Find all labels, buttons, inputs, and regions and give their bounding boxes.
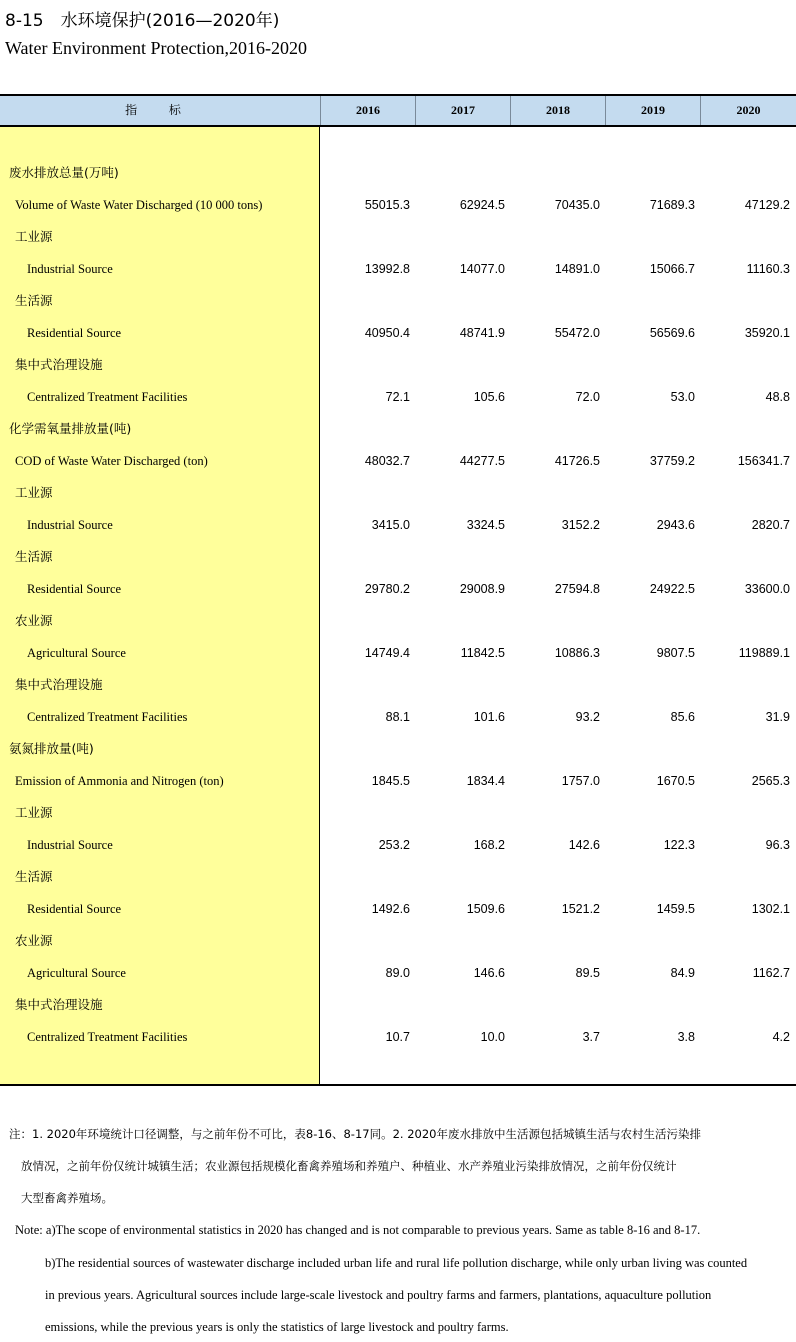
cell-value-2016: 55015.3: [364, 198, 410, 212]
cell-value-2018: 1521.2: [561, 902, 600, 916]
cell-value-2019: 24922.5: [649, 582, 695, 596]
cell-value-2019: 1670.5: [656, 774, 695, 788]
cell-value-2020: 31.9: [765, 710, 790, 724]
row-label: COD of Waste Water Discharged (ton): [15, 454, 208, 468]
cell-value-2017: 1834.4: [466, 774, 505, 788]
table-row: [0, 803, 796, 823]
cell-value-2017: 105.6: [473, 390, 505, 404]
row-label: 集中式治理设施: [15, 357, 103, 372]
cell-value-2020: 119889.1: [738, 646, 790, 660]
cell-value-2020: 47129.2: [744, 198, 790, 212]
note-cn-line: 大型畜禽养殖场。: [21, 1191, 113, 1205]
header-indicator: 指 标: [125, 103, 195, 117]
cell-value-2017: 10.0: [480, 1030, 505, 1044]
row-label: Agricultural Source: [27, 966, 126, 980]
cell-value-2018: 142.6: [568, 838, 600, 852]
row-label: Agricultural Source: [27, 646, 126, 660]
cell-value-2018: 70435.0: [554, 198, 600, 212]
row-label: 农业源: [15, 613, 53, 628]
table-row: [0, 643, 796, 663]
row-label: Centralized Treatment Facilities: [27, 1030, 188, 1044]
row-label: Volume of Waste Water Discharged (10 000 tons): [15, 198, 263, 212]
table-row: [0, 163, 796, 183]
cell-value-2016: 13992.8: [364, 262, 410, 276]
cell-value-2018: 55472.0: [554, 326, 600, 340]
cell-value-2020: 1162.7: [752, 966, 790, 980]
cell-value-2016: 14749.4: [364, 646, 410, 660]
cell-value-2017: 44277.5: [459, 454, 505, 468]
table-row: [0, 707, 796, 727]
cell-value-2016: 48032.7: [364, 454, 410, 468]
cell-value-2017: 1509.6: [466, 902, 505, 916]
cell-value-2016: 72.1: [385, 390, 410, 404]
cell-value-2018: 3152.2: [561, 518, 600, 532]
cell-value-2020: 2820.7: [751, 518, 790, 532]
note-cn-line: 放情况，之前年份仅统计城镇生活；农业源包括规模化畜禽养殖场和养殖户、种植业、水产养殖业污染排放情况，之前年份仅统计: [21, 1159, 677, 1173]
row-label: 氨氮排放量(吨): [9, 741, 94, 756]
table-row: [0, 387, 796, 407]
table-row: [0, 931, 796, 951]
cell-value-2016: 1845.5: [371, 774, 410, 788]
cell-value-2017: 11842.5: [460, 646, 505, 660]
cell-value-2019: 37759.2: [649, 454, 695, 468]
cell-value-2019: 9807.5: [656, 646, 695, 660]
row-label: Emission of Ammonia and Nitrogen (ton): [15, 774, 224, 788]
cell-value-2016: 1492.6: [371, 902, 410, 916]
cell-value-2020: 11160.3: [746, 262, 790, 276]
cell-value-2016: 29780.2: [364, 582, 410, 596]
table-row: [0, 739, 796, 759]
cell-value-2017: 101.6: [473, 710, 505, 724]
table-row: [0, 899, 796, 919]
table-row: [0, 963, 796, 983]
row-label: 废水排放总量(万吨): [9, 165, 119, 180]
note-en-line: in previous years. Agricultural sources include large-scale livestock and poultry farms and farmers, plantations, aquaculture pollution: [45, 1288, 712, 1302]
table-row: [0, 1027, 796, 1047]
table-row: [0, 291, 796, 311]
row-label: 生活源: [15, 293, 53, 308]
bottom-rule: [0, 1084, 796, 1086]
cell-value-2016: 89.0: [385, 966, 410, 980]
header-year-2018: 2018: [510, 96, 605, 125]
cell-value-2018: 41726.5: [554, 454, 600, 468]
row-label: 生活源: [15, 549, 53, 564]
table-row: [0, 451, 796, 471]
cell-value-2016: 3415.0: [371, 518, 410, 532]
cell-value-2018: 3.7: [582, 1030, 600, 1044]
row-label: Centralized Treatment Facilities: [27, 390, 188, 404]
cell-value-2019: 53.0: [670, 390, 695, 404]
header-year-2020: 2020: [700, 96, 796, 125]
table-row: [0, 675, 796, 695]
cell-value-2019: 122.3: [663, 838, 695, 852]
row-label: Industrial Source: [27, 518, 113, 532]
table-row: [0, 771, 796, 791]
table-row: [0, 323, 796, 343]
note-en-line: b)The residential sources of wastewater discharge included urban life and rural life pollution discharge, while only urban living was counted: [45, 1256, 748, 1270]
table-row: [0, 579, 796, 599]
cell-value-2019: 15066.7: [649, 262, 695, 276]
row-label: Residential Source: [27, 902, 122, 916]
cell-value-2020: 48.8: [765, 390, 790, 404]
cell-value-2018: 27594.8: [554, 582, 600, 596]
cell-value-2019: 1459.5: [656, 902, 695, 916]
table-row: [0, 419, 796, 439]
row-label: Industrial Source: [27, 262, 113, 276]
cell-value-2016: 10.7: [385, 1030, 410, 1044]
cell-value-2018: 93.2: [575, 710, 600, 724]
table-title-cn: 8-15 水环境保护(2016—2020年): [5, 11, 280, 31]
cell-value-2020: 96.3: [765, 838, 790, 852]
cell-value-2020: 1302.1: [751, 902, 790, 916]
cell-value-2017: 29008.9: [459, 582, 505, 596]
table-row: [0, 195, 796, 215]
cell-value-2017: 146.6: [473, 966, 505, 980]
row-label: 工业源: [15, 485, 53, 500]
cell-value-2020: 2565.3: [751, 774, 790, 788]
row-label: Residential Source: [27, 582, 122, 596]
table-row: [0, 227, 796, 247]
cell-value-2018: 10886.3: [554, 646, 600, 660]
row-label: 生活源: [15, 869, 53, 884]
row-label: Residential Source: [27, 326, 122, 340]
row-label: 农业源: [15, 933, 53, 948]
table-row: [0, 355, 796, 375]
row-label: 集中式治理设施: [15, 677, 103, 692]
note-en-line: emissions, while the previous years is only the statistics of large livestock and poultry farms.: [45, 1320, 509, 1334]
cell-value-2019: 71689.3: [649, 198, 695, 212]
row-label: 工业源: [15, 805, 53, 820]
table-row: [0, 483, 796, 503]
row-label: 化学需氧量排放量(吨): [9, 421, 132, 436]
header-year-2019: 2019: [605, 96, 700, 125]
table-title-en: Water Environment Protection,2016-2020: [5, 38, 307, 58]
cell-value-2019: 3.8: [677, 1030, 695, 1044]
cell-value-2017: 3324.5: [466, 518, 505, 532]
row-label: 集中式治理设施: [15, 997, 103, 1012]
table-row: [0, 259, 796, 279]
cell-value-2019: 56569.6: [649, 326, 695, 340]
table-row: [0, 611, 796, 631]
cell-value-2018: 1757.0: [561, 774, 600, 788]
table-row: [0, 547, 796, 567]
row-label: Industrial Source: [27, 838, 113, 852]
table-row: [0, 515, 796, 535]
table-row: [0, 835, 796, 855]
cell-value-2020: 156341.7: [737, 454, 790, 468]
cell-value-2020: 33600.0: [744, 582, 790, 596]
row-label: Centralized Treatment Facilities: [27, 710, 188, 724]
cell-value-2019: 2943.6: [656, 518, 695, 532]
cell-value-2016: 88.1: [385, 710, 410, 724]
cell-value-2020: 4.2: [772, 1030, 790, 1044]
cell-value-2020: 35920.1: [744, 326, 790, 340]
cell-value-2018: 89.5: [575, 966, 600, 980]
cell-value-2016: 40950.4: [364, 326, 410, 340]
cell-value-2019: 84.9: [670, 966, 695, 980]
cell-value-2017: 14077.0: [459, 262, 505, 276]
table-header: [0, 96, 796, 127]
cell-value-2017: 48741.9: [459, 326, 505, 340]
header-year-2017: 2017: [415, 96, 510, 125]
cell-value-2018: 72.0: [575, 390, 600, 404]
note-cn-line: 注：1. 2020年环境统计口径调整，与之前年份不可比，表8-16、8-17同。2. 2020年废水排放中生活源包括城镇生活与农村生活污染排: [9, 1127, 701, 1141]
table-row: [0, 867, 796, 887]
cell-value-2017: 62924.5: [459, 198, 505, 212]
cell-value-2019: 85.6: [670, 710, 695, 724]
cell-value-2018: 14891.0: [554, 262, 600, 276]
cell-value-2017: 168.2: [473, 838, 505, 852]
table-row: [0, 995, 796, 1015]
header-year-2016: 2016: [320, 96, 415, 125]
row-label: 工业源: [15, 229, 53, 244]
note-en-line: Note: a)The scope of environmental statistics in 2020 has changed and is not comparable to previous years. Same as table 8-16 and 8-17.: [15, 1223, 701, 1237]
cell-value-2016: 253.2: [378, 838, 410, 852]
